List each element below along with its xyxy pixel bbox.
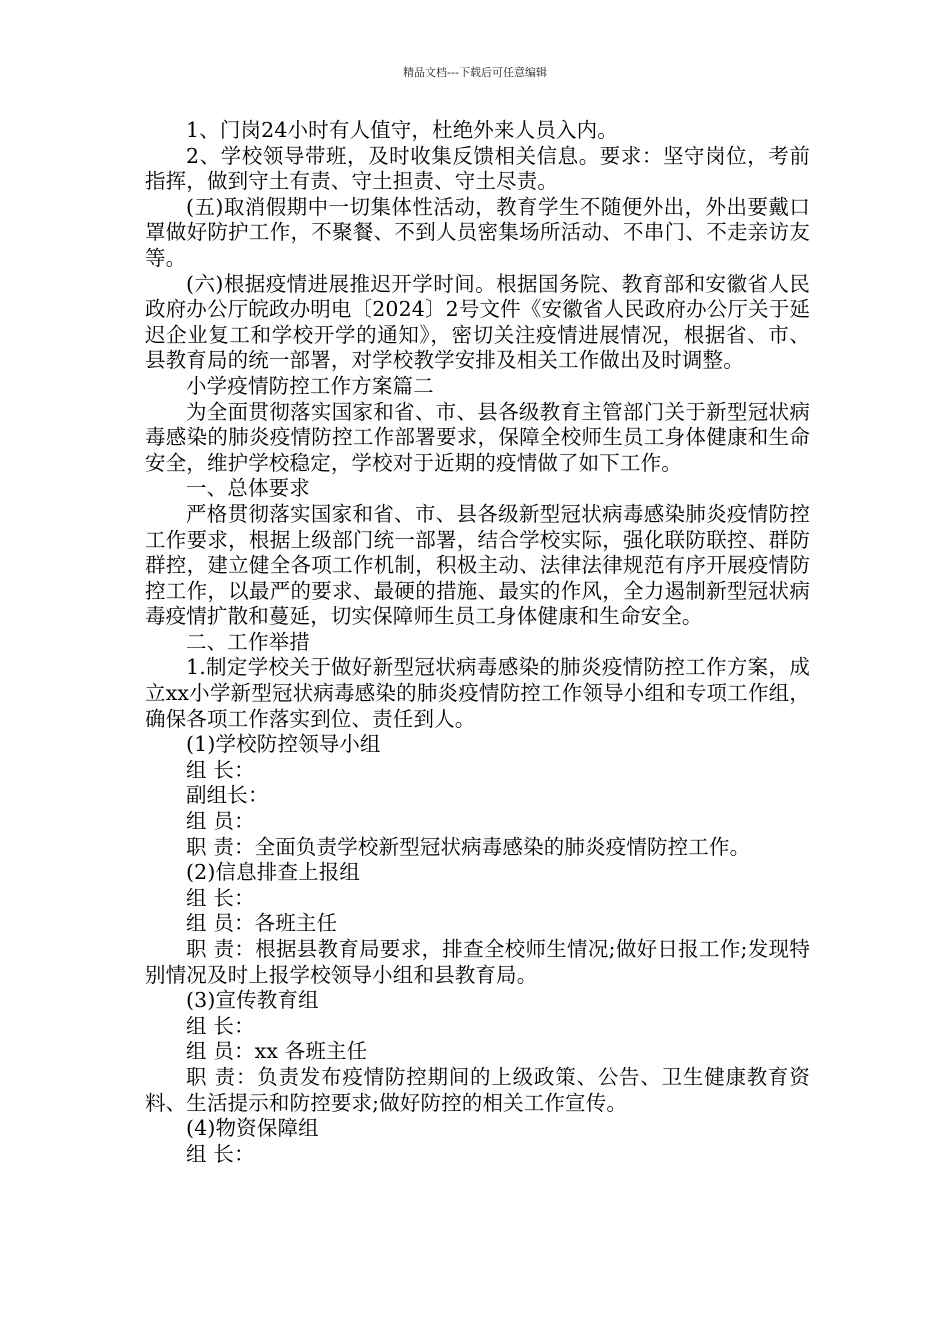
line-group-leader: 组 长：: [186, 757, 255, 782]
paragraph-general-requirements: 严格贯彻落实国家和省、市、县各级新型冠状病毒感染肺炎疫情防控工作要求，根据上级部门统一部署，结合学校实际，强化联防联控、群防群控，建立健全各项工作机制，积极主动、法律法律规范有序开展疫情防控工作，以最严的要求、最硬的措施、最实的作风，全力遏制新型冠状病毒疫情扩散和蔓延，切实保障师生员工身体健康和生命安全。: [145, 501, 810, 629]
line-publicity-duty: 职 责：负责发布疫情防控期间的上级政策、公告、卫生健康教育资料、生活提示和防控要求;做好防控的相关工作宣传。: [145, 1064, 810, 1115]
line-info-leader: 组 长：: [186, 885, 255, 910]
line-supplies-leader: 组 长：: [186, 1141, 255, 1166]
subheading-supplies-group: (4)物资保障组: [186, 1116, 319, 1141]
line-group-duty: 职 责：全面负责学校新型冠状病毒感染的肺炎疫情防控工作。: [186, 834, 751, 859]
paragraph-delay-school: (六)根据疫情进展推迟开学时间。根据国务院、教育部和安徽省人民政府办公厅皖政办明电〔2024〕2号文件《安徽省人民政府办公厅关于延迟企业复工和学校开学的通知》，密切关注疫情进展情况，根据省、市、县教育局的统一部署，对学校教学安排及相关工作做出及时调整。: [145, 271, 810, 373]
page-header: 精品文档---下载后可任意编辑: [403, 66, 547, 79]
subheading-publicity-group: (3)宣传教育组: [186, 988, 319, 1013]
subheading-leadership-group: (1)学校防控领导小组: [186, 732, 381, 757]
subheading-info-group: (2)信息排查上报组: [186, 860, 361, 885]
heading-general-requirements: 一、总体要求: [186, 476, 310, 501]
heading-work-measures: 二、工作举措: [186, 629, 310, 654]
line-info-members: 组 员：各班主任: [186, 911, 338, 936]
line-group-members: 组 员：: [186, 809, 255, 834]
line-publicity-members: 组 员：xx 各班主任: [186, 1039, 368, 1064]
line-info-duty: 职 责：根据县教育局要求，排查全校师生情况;做好日报工作;发现特别情况及时上报学校领导小组和县教育局。: [145, 937, 810, 987]
paragraph-leader-shift: 2、学校领导带班，及时收集反馈相关信息。要求：坚守岗位，考前指挥，做到守土有责、守土担责、守土尽责。: [145, 143, 810, 194]
paragraph-gate-duty: 1、门岗24小时有人值守，杜绝外来人员入内。: [186, 118, 618, 142]
section-title-plan-two: 小学疫情防控工作方案篇二: [186, 373, 434, 398]
line-publicity-leader: 组 长：: [186, 1013, 255, 1038]
paragraph-intro: 为全面贯彻落实国家和省、市、县各级教育主管部门关于新型冠状病毒感染的肺炎疫情防控工作部署要求，保障全校师生员工身体健康和生命安全，维护学校稳定，学校对于近期的疫情做了如下工作。: [145, 399, 810, 475]
paragraph-cancel-activities: (五)取消假期中一切集体性活动，教育学生不随便外出，外出要戴口罩做好防护工作，不聚餐、不到人员密集场所活动、不串门、不走亲访友等。: [145, 194, 810, 270]
paragraph-measure-one: 1.制定学校关于做好新型冠状病毒感染的肺炎疫情防控工作方案，成立xx小学新型冠状病毒感染的肺炎疫情防控工作领导小组和专项工作组，确保各项工作落实到位、责任到人。: [145, 655, 810, 731]
line-deputy-leader: 副组长：: [186, 783, 269, 808]
document-body: [145, 118, 810, 1167]
